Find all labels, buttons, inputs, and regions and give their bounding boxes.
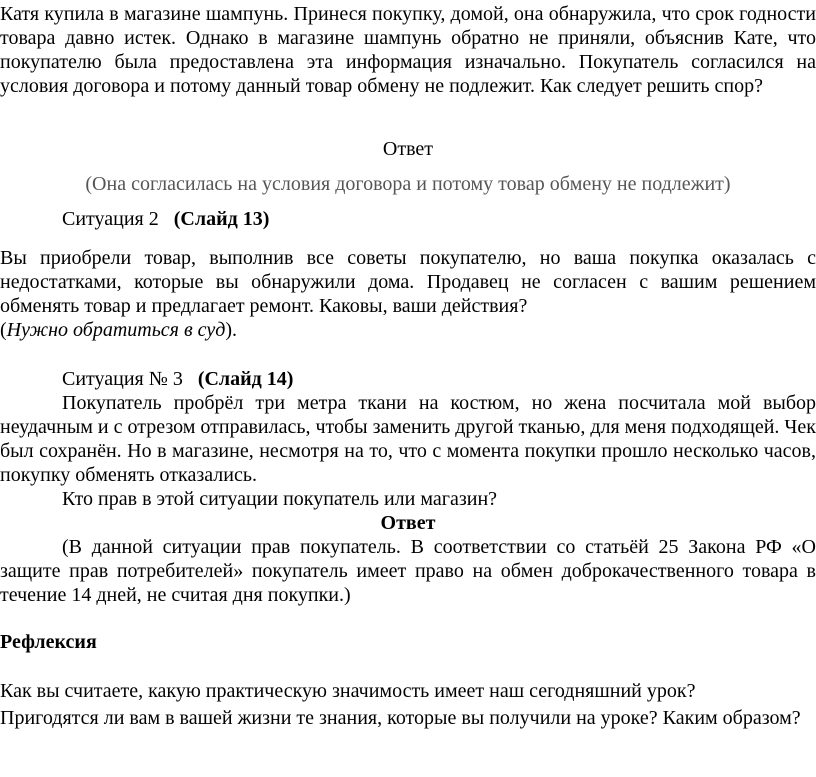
situation1-answer-text: (Она согласилась на условия договора и потому товар обмену не подлежит): [85, 173, 731, 195]
situation2-title: Ситуация 2: [62, 208, 159, 230]
situation1-problem: Катя купила в магазине шампунь. Принеся покупку, домой, она обнаружила, что срок годности товара давно истек. Однако в магазине шампунь обратно не приняли, объяснив Кате, что покупателю была предоставлена эта информация изначально. Покупатель согласился на условия договора и потому данный товар обмену не подлежит. Как следует решить спор?: [0, 3, 816, 97]
situation2-answer: [0, 318, 816, 342]
situation2-title-line: [62, 207, 762, 231]
situation2-problem: Вы приобрели товар, выполнив все советы покупателю, но ваша покупка оказалась с недостатками, которые вы обнаружили дома. Продавец не согласен с вашим решением обменять товар и предлагает ремонт. Каковы, ваши действия?: [0, 247, 816, 317]
situation1-answer-heading: Ответ: [382, 138, 434, 160]
reflection-question1: Как вы считаете, какую практическую значимость имеет наш сегодняшний урок?: [0, 680, 696, 702]
situation3-answer-heading: Ответ: [380, 512, 436, 534]
situation3-question: Кто прав в этой ситуации покупатель или магазин?: [62, 488, 498, 510]
situation3-problem: Покупатель пробрёл три метра ткани на костюм, но жена посчитала мой выбор неудачным и с отрезом отправилась, чтобы заменить другой тканью, для меня подходящей. Чек был сохранён. Но в магазине, несмотря на то, что с момента покупки прошло несколько часов, покупку обменять отказались.: [0, 392, 816, 486]
reflection-heading: Рефлексия: [0, 631, 97, 653]
situation2-answer-open: (: [0, 319, 7, 341]
situation3-title-line: [62, 367, 762, 391]
situation3-answer-text: (В данной ситуации прав покупатель. В соответствии со статьёй 25 Закона РФ «О защите прав потребителей» покупатель имеет право на обмен доброкачественного товара в течение 14 дней, не считая дня покупки.): [0, 536, 816, 606]
situation3-slide: (Слайд 14): [197, 368, 294, 390]
situation2-slide: (Слайд 13): [173, 208, 270, 230]
situation3-title: Ситуация № 3: [62, 368, 183, 390]
situation2-answer-text: Нужно обратиться в суд: [6, 319, 226, 341]
reflection-question2: Пригодятся ли вам в вашей жизни те знания, которые вы получили на уроке? Каким образом?: [0, 707, 801, 729]
situation2-answer-close: ).: [225, 319, 238, 341]
